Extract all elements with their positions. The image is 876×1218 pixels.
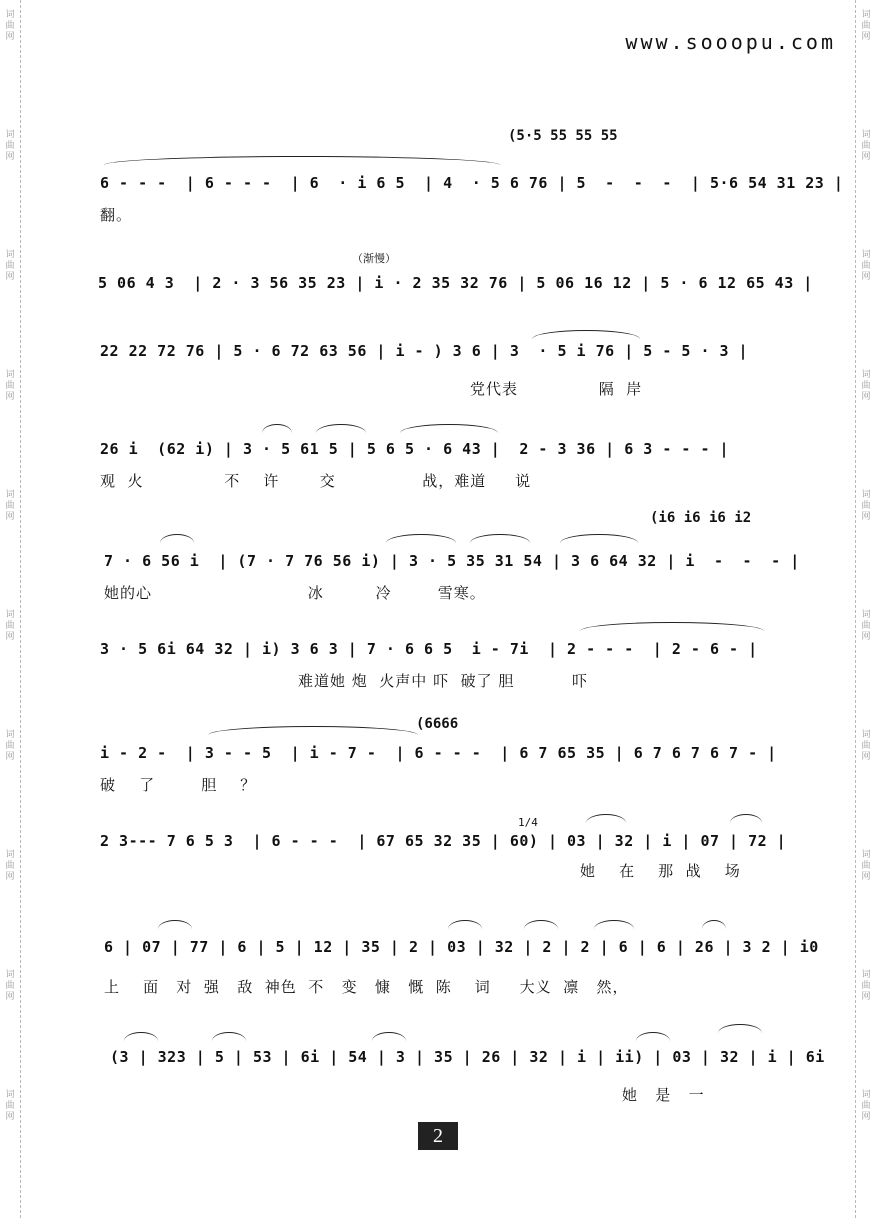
slur xyxy=(212,1032,246,1041)
annotation: (i6 i6 i6 i2 xyxy=(650,510,752,526)
score-line-4 xyxy=(0,418,876,490)
slur xyxy=(560,534,638,543)
watermark-text: 词曲网 xyxy=(861,370,871,402)
lyric-row: 翻。 xyxy=(100,206,133,224)
lyric-row: 观 火 不 许 交 战，难道 说 xyxy=(100,472,532,490)
notation-row: 22 22 72 76 | 5 · 6 72 63 56 | i - ) 3 6 | 3 · 5 i 76 | 5 - 5 · 3 | xyxy=(100,342,749,360)
watermark-text: 词曲网 xyxy=(861,130,871,162)
notation-row: 5 06 4 3 | 2 · 3 56 35 23 | i · 2 35 32 76 | 5 06 16 12 | 5 · 6 12 65 43 | xyxy=(98,274,813,292)
slur xyxy=(532,330,640,339)
slur xyxy=(158,920,192,929)
lyric-row: 她的心 冰 冷 雪寒。 xyxy=(104,584,486,602)
watermark-text: 词曲网 xyxy=(5,370,15,402)
slur xyxy=(208,726,418,735)
score-line-8 xyxy=(0,814,876,880)
lyric-row: 党代表 隔 岸 xyxy=(470,380,643,398)
slur xyxy=(124,1032,158,1041)
watermark-text: 词曲网 xyxy=(5,610,15,642)
watermark-text: 词曲网 xyxy=(861,730,871,762)
notation-row: (3 | 323 | 5 | 53 | 6i | 54 | 3 | 35 | 26 | 32 | i | ii) | 03 | 32 | i | 6i xyxy=(110,1048,825,1066)
notation-row: 3 · 5 6i 64 32 | i) 3 6 3 | 7 · 6 6 5 i - 7i | 2 - - - | 2 - 6 - | xyxy=(100,640,758,658)
slur xyxy=(160,534,194,543)
lyric-row: 难道她 炮 火声中 吓 破了 胆 吓 xyxy=(298,672,589,690)
slur xyxy=(470,534,530,543)
slur xyxy=(386,534,456,543)
score-line-1 xyxy=(0,128,876,224)
notation-row: 7 · 6 56 i | (7 · 7 76 56 i) | 3 · 5 35 31 54 | 3 6 64 32 | i - - - | xyxy=(104,552,800,570)
score-line-2 xyxy=(0,246,876,306)
watermark-text: 词曲网 xyxy=(5,730,15,762)
annotation: 1/4 xyxy=(518,816,538,829)
slur xyxy=(580,622,764,631)
watermark-text: 词曲网 xyxy=(5,250,15,282)
slur xyxy=(524,920,558,929)
notation-row: 6 | 07 | 77 | 6 | 5 | 12 | 35 | 2 | 03 | 32 | 2 | 2 | 6 | 6 | 26 | 3 2 | i0 xyxy=(104,938,819,956)
watermark-text: 词曲网 xyxy=(861,250,871,282)
lyric-row: 她 在 那 战 场 xyxy=(580,862,741,880)
watermark-text: 词曲网 xyxy=(5,10,15,42)
score-line-10 xyxy=(0,1024,876,1104)
slur xyxy=(636,1032,670,1041)
slur xyxy=(104,156,500,165)
annotation: (5·5 55 55 55 xyxy=(508,128,618,144)
slur xyxy=(400,424,498,433)
watermark-text: 词曲网 xyxy=(5,130,15,162)
annotation: (6666 xyxy=(416,716,459,732)
watermark-text: 词曲网 xyxy=(861,850,871,882)
slur xyxy=(586,814,626,823)
watermark-text: 词曲网 xyxy=(5,1090,15,1122)
score-line-6 xyxy=(0,620,876,690)
watermark-text: 词曲网 xyxy=(861,970,871,1002)
watermark-text: 词曲网 xyxy=(5,850,15,882)
notation-row: 2 3--- 7 6 5 3 | 6 - - - | 67 65 32 35 | 60) | 03 | 32 | i | 07 | 72 | xyxy=(100,832,787,850)
lyric-row: 破 了 胆 ？ xyxy=(100,776,257,794)
watermark-text: 词曲网 xyxy=(5,490,15,522)
slur xyxy=(702,920,726,929)
lyric-row: 她 是 一 xyxy=(622,1086,705,1104)
watermark-text: 词曲网 xyxy=(861,610,871,642)
page-number: 2 xyxy=(418,1122,458,1150)
watermark-text: 词曲网 xyxy=(861,10,871,42)
lyric-row: 上 面 对 强 敌 神色 不 变 慷 慨 陈 词 大义 凛 然， xyxy=(104,978,629,996)
notation-row: 6 - - - | 6 - - - | 6 · i 6 5 | 4 · 5 6 76 | 5 - - - | 5·6 54 31 23 | xyxy=(100,174,844,192)
slur xyxy=(730,814,762,823)
notation-row: i - 2 - | 3 - - 5 | i - 7 - | 6 - - - | 6 7 65 35 | 6 7 6 7 6 7 - | xyxy=(100,744,777,762)
slur xyxy=(372,1032,406,1041)
watermark-text: 词曲网 xyxy=(5,970,15,1002)
watermark-text: 词曲网 xyxy=(861,1090,871,1122)
site-url: www.sooopu.com xyxy=(625,30,836,54)
score-line-5 xyxy=(0,510,876,602)
slur xyxy=(718,1024,762,1033)
score-line-7 xyxy=(0,714,876,794)
slur xyxy=(594,920,634,929)
notation-row: 26 i (62 i) | 3 · 5 61 5 | 5 6 5 · 6 43 | 2 - 3 36 | 6 3 - - - | xyxy=(100,440,730,458)
watermark-text: 词曲网 xyxy=(861,490,871,522)
annotation: （渐慢） xyxy=(352,252,396,265)
slur xyxy=(316,424,366,433)
slur xyxy=(262,424,292,433)
slur xyxy=(448,920,482,929)
